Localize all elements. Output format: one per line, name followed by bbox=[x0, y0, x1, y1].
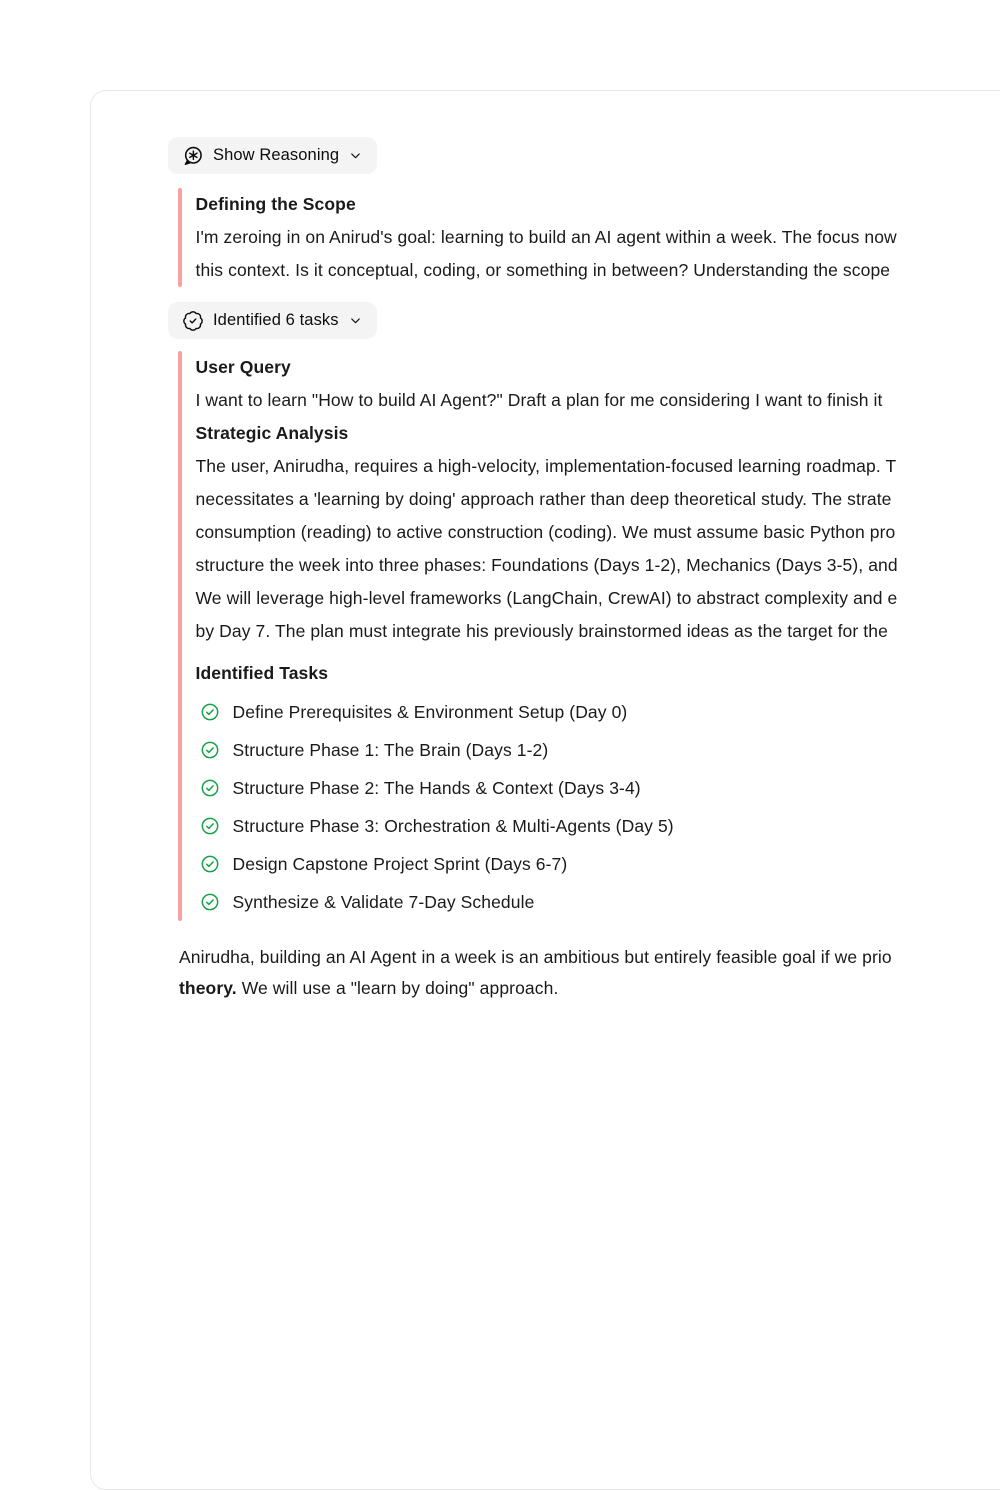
user-query-heading: User Query bbox=[195, 357, 291, 377]
show-reasoning-label: Show Reasoning bbox=[213, 146, 340, 164]
identified-tasks-label: Identified 6 tasks bbox=[213, 311, 339, 329]
task-item bbox=[196, 845, 898, 883]
reasoning-line: I'm zeroing in on Anirud's goal: learning to build an AI agent within a week. The focus now bbox=[195, 227, 897, 247]
strategic-line: by Day 7. The plan must integrate his previously brainstormed ideas as the target for the bbox=[195, 621, 888, 641]
answer-paragraph bbox=[179, 942, 1000, 1004]
answer-bold: theory. bbox=[179, 978, 237, 998]
chevron-down-icon bbox=[348, 313, 363, 328]
task-item bbox=[196, 693, 898, 731]
reasoning-card bbox=[90, 90, 1000, 1490]
circle-check-icon bbox=[200, 778, 220, 798]
task-item bbox=[196, 731, 898, 769]
circle-check-icon bbox=[200, 892, 220, 912]
strategic-analysis-heading: Strategic Analysis bbox=[195, 423, 349, 443]
reasoning-section bbox=[168, 188, 1000, 287]
task-item bbox=[196, 769, 898, 807]
task-label: Structure Phase 3: Orchestration & Multi-Agents (Day 5) bbox=[232, 815, 674, 836]
identified-tasks-heading: Identified Tasks bbox=[195, 663, 329, 683]
answer-line-2: theory. We will use a "learn by doing" approach. bbox=[179, 978, 559, 998]
task-item bbox=[196, 807, 898, 845]
reasoning-bubble-asterisk-icon bbox=[182, 145, 204, 167]
task-label: Structure Phase 1: The Brain (Days 1-2) bbox=[232, 739, 549, 760]
identified-tasks-button[interactable] bbox=[168, 302, 377, 339]
circle-check-icon bbox=[200, 740, 220, 760]
task-item bbox=[196, 883, 898, 921]
strategic-line: necessitates a 'learning by doing' approach rather than deep theoretical study. The strate bbox=[195, 489, 892, 509]
circle-check-icon bbox=[200, 702, 220, 722]
strategic-line: We will leverage high-level frameworks (LangChain, CrewAI) to abstract complexity and e bbox=[195, 588, 898, 608]
tasks-section bbox=[168, 351, 1000, 921]
task-label: Synthesize & Validate 7-Day Schedule bbox=[232, 891, 535, 912]
reasoning-line: this context. Is it conceptual, coding, or something in between? Understanding the scope bbox=[195, 260, 891, 280]
chevron-down-icon bbox=[348, 148, 363, 163]
answer-line-1: Anirudha, building an AI Agent in a week is an ambitious but entirely feasible goal if we prio bbox=[179, 947, 892, 967]
show-reasoning-button[interactable] bbox=[168, 137, 377, 174]
badge-check-icon bbox=[182, 310, 204, 332]
strategic-line: structure the week into three phases: Foundations (Days 1-2), Mechanics (Days 3-5), and bbox=[195, 555, 898, 575]
strategic-line: The user, Anirudha, requires a high-velocity, implementation-focused learning roadmap. T bbox=[195, 456, 897, 476]
reasoning-heading: Defining the Scope bbox=[195, 194, 356, 214]
circle-check-icon bbox=[200, 854, 220, 874]
user-query-line: I want to learn "How to build AI Agent?" Draft a plan for me considering I want to finish it bbox=[195, 390, 883, 410]
task-label: Define Prerequisites & Environment Setup (Day 0) bbox=[232, 701, 628, 722]
task-label: Structure Phase 2: The Hands & Context (Days 3-4) bbox=[232, 777, 641, 798]
strategic-line: consumption (reading) to active construction (coding). We must assume basic Python pro bbox=[195, 522, 896, 542]
task-label: Design Capstone Project Sprint (Days 6-7) bbox=[232, 853, 568, 874]
circle-check-icon bbox=[200, 816, 220, 836]
